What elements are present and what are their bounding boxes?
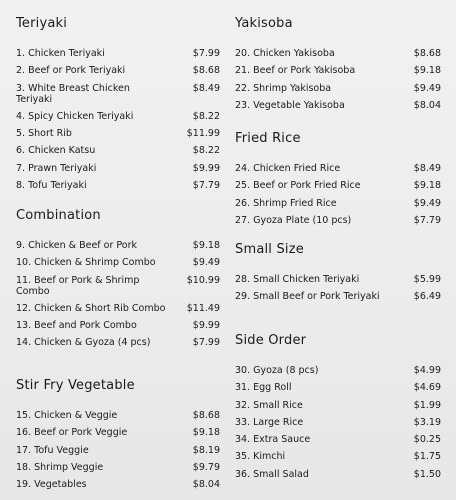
section-title: Yakisoba: [235, 16, 293, 31]
menu-item-list: [16, 240, 220, 348]
menu-item-name: 24. Chicken Fried Rice: [235, 163, 341, 174]
menu-item: [235, 451, 441, 462]
menu-item-name: 11. Beef or Pork & Shrimp Combo: [16, 274, 140, 297]
menu-item: [16, 240, 220, 251]
menu-item: [16, 479, 220, 490]
menu-item-name: 31. Egg Roll: [235, 382, 292, 394]
menu-item-name: 6. Chicken Katsu: [16, 145, 96, 157]
menu-item-name: 2. Beef or Pork Teriyaki: [16, 65, 126, 77]
menu-item-price: $8.68: [192, 410, 220, 421]
menu-item: [235, 291, 441, 302]
menu-item: [16, 83, 220, 105]
menu-item-price: $10.99: [186, 274, 220, 286]
menu-item-price: $8.68: [413, 48, 441, 59]
menu-item-price: $0.25: [413, 434, 441, 446]
menu-item: [235, 83, 441, 94]
menu-item-name: 15. Chicken & Veggie: [16, 410, 118, 421]
menu-item-price: $9.18: [413, 180, 441, 192]
menu-item-name: 8. Tofu Teriyaki: [16, 180, 87, 192]
menu-item-name: 13. Beef and Pork Combo: [16, 320, 137, 332]
menu-item-price: $7.99: [192, 48, 220, 59]
menu-item-price: $5.99: [413, 274, 441, 285]
section-title: Combination: [16, 208, 101, 223]
menu-item-price: $1.50: [413, 468, 441, 480]
menu-item-price: $8.68: [192, 65, 220, 77]
menu-item-price: $9.49: [413, 82, 441, 94]
menu-item-name: 32. Small Rice: [235, 399, 303, 411]
menu-item-price: $7.99: [192, 337, 220, 349]
menu-item: [16, 145, 220, 156]
section-side-order: [235, 333, 441, 486]
menu-item: [235, 198, 441, 209]
menu-item-price: $8.04: [192, 479, 220, 491]
menu-item-price: $4.99: [413, 365, 441, 376]
menu-item: [235, 469, 441, 480]
section-title: Side Order: [235, 333, 307, 348]
menu-item: [235, 163, 441, 174]
menu-item-list: [235, 163, 441, 226]
menu-item: [16, 337, 220, 348]
section-title: Small Size: [235, 242, 304, 257]
menu-item-price: $8.22: [192, 110, 220, 122]
menu-item-name: 4. Spicy Chicken Teriyaki: [16, 110, 134, 122]
menu-item: [235, 274, 441, 285]
menu-item-name: 36. Small Salad: [235, 468, 309, 480]
menu-item: [235, 382, 441, 393]
menu-item: [235, 65, 441, 76]
menu-item-price: $9.18: [192, 427, 220, 439]
menu-item-name: 18. Shrimp Veggie: [16, 461, 104, 473]
menu-item: [235, 434, 441, 445]
section-fried-rice: [235, 131, 441, 232]
menu-item-price: $8.49: [413, 163, 441, 174]
menu-item: [16, 128, 220, 139]
menu-item: [235, 417, 441, 428]
menu-item-name: 7. Prawn Teriyaki: [16, 162, 97, 174]
menu-item: [16, 303, 220, 314]
menu-item-name: 30. Gyoza (8 pcs): [235, 365, 319, 376]
menu-item-price: $8.04: [413, 99, 441, 111]
menu-item-price: $9.99: [192, 320, 220, 332]
menu-item-list: [235, 48, 441, 111]
menu-item-name: 1. Chicken Teriyaki: [16, 48, 105, 59]
menu-item-name: 17. Tofu Veggie: [16, 444, 89, 456]
menu-item-name: 26. Shrimp Fried Rice: [235, 197, 337, 209]
menu-item-price: $9.49: [192, 257, 220, 269]
menu-item: [16, 427, 220, 438]
menu-item-name: 12. Chicken & Short Rib Combo: [16, 302, 166, 314]
menu-item-name: 3. White Breast Chicken Teriyaki: [16, 82, 130, 105]
menu-item: [16, 410, 220, 421]
menu-item: [235, 180, 441, 191]
menu-item-list: [16, 410, 220, 490]
menu-item-name: 29. Small Beef or Pork Teriyaki: [235, 291, 380, 303]
section-yakisoba: [235, 16, 441, 117]
menu-item-name: 10. Chicken & Shrimp Combo: [16, 257, 156, 269]
menu-item: [16, 65, 220, 76]
menu-item-price: $11.49: [186, 302, 220, 314]
menu-item-name: 22. Shrimp Yakisoba: [235, 82, 332, 94]
section-title: Teriyaki: [16, 16, 68, 31]
section-title: Fried Rice: [235, 131, 301, 146]
menu-item-price: $8.22: [192, 145, 220, 157]
menu-item-price: $9.79: [192, 461, 220, 473]
menu-item: [16, 111, 220, 122]
section-stir-fry-vegetable: [16, 378, 220, 496]
menu-item: [16, 163, 220, 174]
menu-item-name: 28. Small Chicken Teriyaki: [235, 274, 360, 285]
menu-item: [235, 48, 441, 59]
menu-item-list: [16, 48, 220, 191]
menu-item-list: [235, 274, 441, 302]
menu-item-price: $9.99: [192, 162, 220, 174]
menu-item-name: 34. Extra Sauce: [235, 434, 311, 446]
menu-item: [16, 257, 220, 268]
menu-item-price: $8.19: [192, 444, 220, 456]
menu-item-price: $11.99: [186, 128, 220, 140]
menu-item-name: 35. Kimchi: [235, 451, 286, 463]
menu-item-price: $8.49: [192, 82, 220, 94]
menu-item: [16, 320, 220, 331]
menu-item-name: 21. Beef or Pork Yakisoba: [235, 65, 356, 77]
menu-item-name: 5. Short Rib: [16, 128, 72, 140]
menu-item-name: 25. Beef or Pork Fried Rice: [235, 180, 361, 192]
section-title: Stir Fry Vegetable: [16, 378, 135, 393]
menu-item-price: $6.49: [413, 291, 441, 303]
menu-item: [235, 400, 441, 411]
menu-item-price: $7.79: [413, 214, 441, 226]
menu-item: [235, 100, 441, 111]
menu-item-price: $4.69: [413, 382, 441, 394]
section-small-size: [235, 242, 441, 309]
menu-item-name: 23. Vegetable Yakisoba: [235, 99, 345, 111]
menu-item-price: $1.75: [413, 451, 441, 463]
menu-item-name: 9. Chicken & Beef or Pork: [16, 240, 137, 251]
menu-item: [235, 365, 441, 376]
menu-item-name: 16. Beef or Pork Veggie: [16, 427, 128, 439]
menu-item-name: 27. Gyoza Plate (10 pcs): [235, 214, 352, 226]
menu-item: [235, 215, 441, 226]
menu-item-name: 20. Chicken Yakisoba: [235, 48, 335, 59]
menu-item: [16, 275, 220, 297]
menu-item-price: $3.19: [413, 416, 441, 428]
menu-item: [16, 445, 220, 456]
menu-item-price: $9.18: [413, 65, 441, 77]
menu-item: [16, 180, 220, 191]
menu-item-price: $1.99: [413, 399, 441, 411]
menu-item-name: 19. Vegetables: [16, 479, 87, 491]
menu-item-name: 14. Chicken & Gyoza (4 pcs): [16, 337, 151, 349]
section-combination: [16, 208, 220, 355]
menu-item-list: [235, 365, 441, 480]
menu-item-price: $9.49: [413, 197, 441, 209]
menu-item: [16, 48, 220, 59]
menu-item-price: $9.18: [192, 240, 220, 251]
menu-item: [16, 462, 220, 473]
menu-item-price: $7.79: [192, 180, 220, 192]
section-teriyaki: [16, 16, 220, 197]
menu-item-name: 33. Large Rice: [235, 416, 304, 428]
